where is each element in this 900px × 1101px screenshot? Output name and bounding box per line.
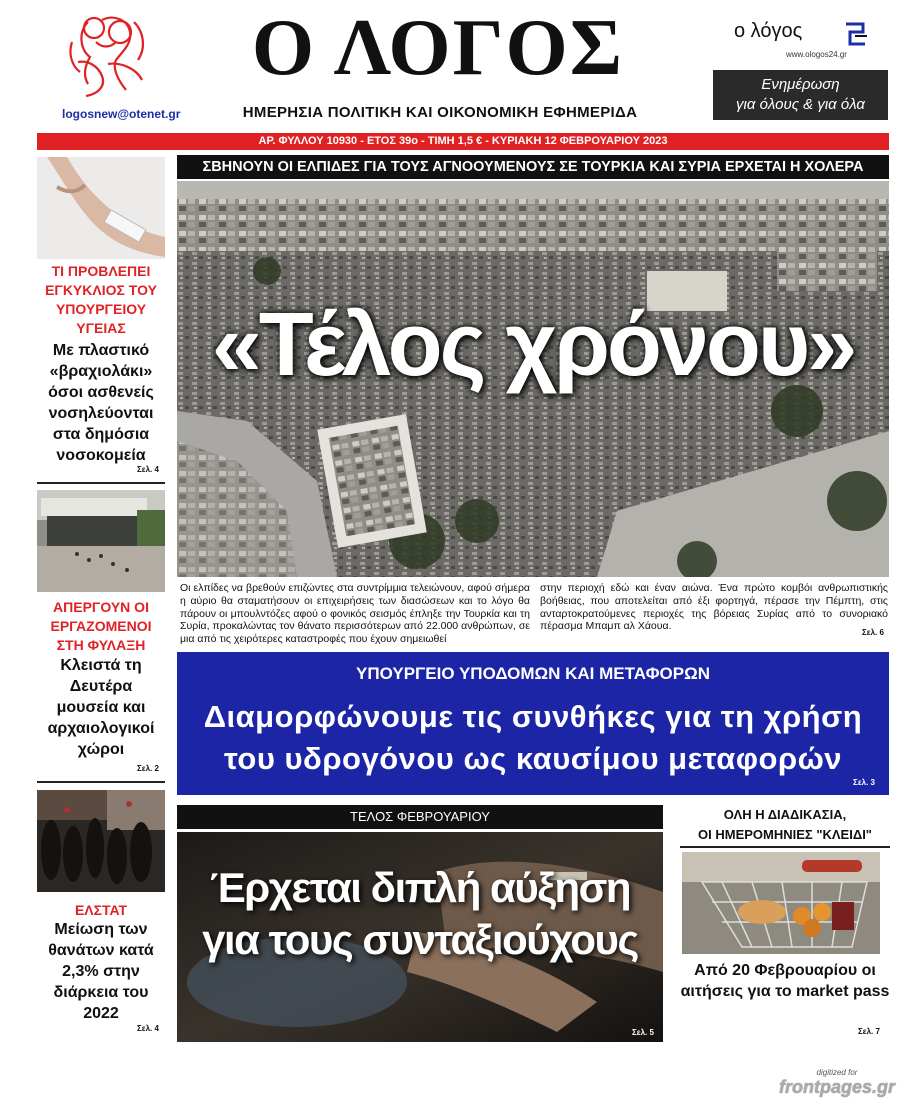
story-1-body: Με πλαστικό «βραχιολάκι» όσοι ασθενείς νοσηλεύονται στα δημόσια νοσοκομεία [48,342,154,464]
credit-site-link[interactable]: frontpages.gr [778,1077,895,1097]
main-headline: «Τέλος χρόνου» [211,295,855,395]
market-kicker-line-1: ΟΛΗ Η ΔΙΑΔΙΚΑΣΙΑ, [723,807,847,822]
pension-kicker-bar: ΤΕΛΟΣ ΦΕΒΡΟΥΑΡΙΟΥ [177,805,663,829]
ministry-story-box [177,652,889,795]
market-kicker [680,805,890,845]
pension-page: Σελ. 5 [632,1028,654,1037]
brand-text: ο λόγος [734,20,803,42]
pension-headline [177,862,663,966]
market-kicker-line-2: ΟΙ ΗΜΕΡΟΜΗΝΙΕΣ "ΚΛΕΙΔΙ" [698,827,872,842]
brand-24-icon [843,18,869,50]
museum-photo [37,490,165,592]
main-story-banner: ΣΒΗΝΟΥΝ ΟΙ ΕΛΠΙΔΕΣ ΓΙΑ ΤΟΥΣ ΑΓΝΟΟΥΜΕΝΟΥΣ ΣΕ ΤΟΥΡΚΙΑ ΚΑΙ ΣΥΡΙΑ ΕΡΧΕΤΑΙ Η ΧΟΛΕΡΑ [177,155,889,179]
crowd-street-photo [37,790,165,892]
issue-info-bar: ΑΡ. ΦΥΛΛΟΥ 10930 - ΕΤΟΣ 39ο - ΤΙΜΗ 1,5 € - ΚΥΡΙΑΚΗ 12 ΦΕΒΡΟΥΑΡΙΟΥ 2023 [37,133,889,150]
market-page: Σελ. 7 [858,1027,880,1036]
story-1-kicker: ΤΙ ΠΡΟΒΛΕΠΕΙ ΕΓΚΥΚΛΙΟΣ ΤΟΥ ΥΠΟΥΡΓΕΙΟΥ ΥΓΕΙΑΣ [45,263,157,336]
ministry-page: Σελ. 3 [853,778,875,787]
ministry-kicker: ΥΠΟΥΡΓΕΙΟ ΥΠΟΔΟΜΩΝ ΚΑΙ ΜΕΤΑΦΟΡΩΝ [356,664,710,683]
credit-small-text: digitized for [816,1068,858,1077]
digitized-credit [774,1068,900,1098]
story-3-kicker: ΕΛΣΤΑΤ [74,902,128,918]
tagline-line-2: για όλους & για όλα [736,96,865,113]
brand-url[interactable]: www.ologos24.gr [786,50,847,59]
pension-headline-line-1: Έρχεται διπλή αύξηση [209,864,631,911]
story-3-body: Μείωση των θανάτων κατά 2,3% στην διάρκεια του 2022 [48,921,154,1022]
pension-headline-line-2: για τους συνταξιούχους [202,916,638,963]
divider [680,846,890,848]
main-caption-left: Οι ελπίδες να βρεθούν επιζώντες στα συντρίμμια τελειώνουν, αφού σήμερα η αύριο θα σταματήσουν οι επιχειρήσεις των διασώσεων και το λόγο θα πάρουν οι μπουλντόζες αφού ο φονικός σεισμός έπληξε την Τουρκία και τη Συρία, προκαλώντας τον θάνατο περισσότερων από 22.000 ανθρώπων, σε μια από τις χειρότερες καταστροφές που έχουν σημειωθεί [180,582,530,646]
shopping-cart-photo [682,852,880,954]
story-2-page: Σελ. 2 [137,764,159,773]
main-page: Σελ. 6 [862,628,884,637]
hospital-bracelet-photo [37,157,165,259]
tagline-box [713,70,888,120]
main-caption-right: στην περιοχή εδώ και έναν αιώνα. Ένα πρώτο κομβόι ανθρωπιστικής βοήθειας, που αποτελείται από έξι φορτηγά, πέρασε την Πέμπτη, στις ανταρτοκρατούμενες περιοχές της βόρειας Συρίας από το συνοριακό πέρασμα Μπαμπ αλ Χάουα. [540,582,888,633]
story-1-page: Σελ. 4 [137,465,159,474]
ministry-title: Διαμορφώνουμε τις συνθήκες για τη χρήση του υδρογόνου ως καυσίμου μεταφορών [203,699,863,776]
story-3-page: Σελ. 4 [137,1024,159,1033]
story-2-body: Κλειστά τη Δευτέρα μουσεία και αρχαιολογικοί χώροι [47,657,155,758]
masthead-subtitle: ΗΜΕΡΗΣΙΑ ΠΟΛΙΤΙΚΗ ΚΑΙ ΟΙΚΟΝΟΜΙΚΗ ΕΦΗΜΕΡΙΔΑ [242,104,638,121]
masthead-title: Ο ΛΟΓΟΣ [251,4,625,92]
figures-logo-icon [58,2,158,102]
divider [37,482,165,484]
story-2-kicker: ΑΠΕΡΓΟΥΝ ΟΙ ΕΡΓΑΖΟΜΕΝΟΙ ΣΤΗ ΦΥΛΑΞΗ [50,599,152,653]
divider [37,781,165,783]
email-link[interactable]: logosnew@otenet.gr [62,107,181,121]
tagline-line-1: Ενημέρωση [761,76,840,93]
market-headline: Από 20 Φεβρουαρίου οι αιτήσεις για το market pass [680,962,890,1000]
